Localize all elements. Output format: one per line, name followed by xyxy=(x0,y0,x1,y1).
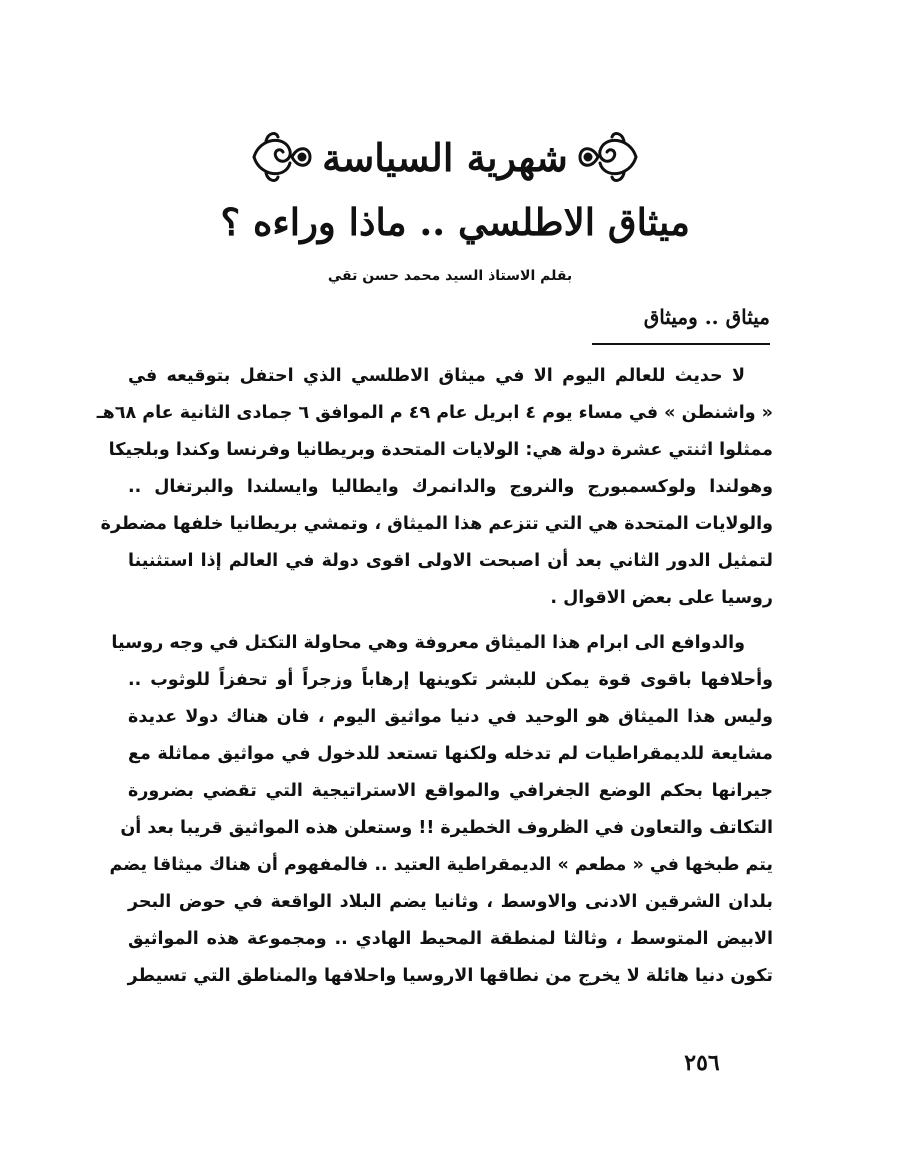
floral-ornament-icon xyxy=(246,127,316,187)
page-number: ٢٥٦ xyxy=(684,1050,720,1076)
paragraph xyxy=(109,625,773,995)
text-line: لتمثيل الدور الثاني بعد أن اصبحت الاولى اقوى دولة في العالم إذا استثنينا xyxy=(128,551,773,571)
text-line: لا حديث للعالم اليوم الا في ميثاق الاطلسي الذي احتفل بتوقيعه في xyxy=(128,366,745,386)
author-byline: بقلم الاستاذ السيد محمد حسن تقي xyxy=(327,268,573,284)
text-line: « واشنطن » في مساء يوم ٤ ابريل عام ٤٩ م الموافق ٦ جمادى الثانية عام ٦٨هـ xyxy=(96,403,773,423)
text-line: وليس هذا الميثاق هو الوحيد في دنيا مواثيق اليوم ، فان هناك دولا عديدة xyxy=(128,707,773,727)
text-line: التكاتف والتعاون في الظروف الخطيرة !! وستعلن هذه المواثيق قريبا بعد أن xyxy=(120,818,773,838)
text-line: الابيض المتوسط ، وثالثا لمنطقة المحيط الهادي .. ومجموعة هذه المواثيق xyxy=(128,929,773,949)
text-line: بلدان الشرقين الادنى والاوسط ، وثانيا يضم البلاد الواقعة في حوض البحر xyxy=(128,892,773,912)
article-body xyxy=(96,358,773,995)
floral-ornament-icon xyxy=(574,127,644,187)
paragraph xyxy=(96,358,773,617)
text-line: والدوافع الى ابرام هذا الميثاق معروفة وهي محاولة التكتل في وجه روسيا xyxy=(111,633,745,653)
text-line: والولايات المتحدة هي التي تتزعم هذا الميثاق ، وتمشي بريطانيا خلفها مضطرة xyxy=(100,514,773,534)
text-line: وهولندا ولوكسمبورج والنروج والدانمرك وايطاليا وايسلندا والبرتغال .. xyxy=(128,477,773,497)
text-line: ممثلوا اثنتي عشرة دولة هي: الولايات المتحدة وبريطانيا وفرنسا وكندا وبلجيكا xyxy=(108,440,773,460)
text-line: وأحلافها باقوى قوة يمكن للبشر تكوينها إرهاباً وزجراً أو تحفزاً للوثوب .. xyxy=(128,670,773,690)
heading-underline xyxy=(592,343,770,345)
text-line: روسيا على بعض الاقوال . xyxy=(550,588,773,608)
magazine-section-header xyxy=(210,118,680,196)
text-line: يتم طبخها في « مطعم » الديمقراطية العتيد .. فالمفهوم أن هناك ميثاقا يضم xyxy=(109,855,773,875)
text-line: تكون دنيا هائلة لا يخرج من نطاقها الاروسيا واحلافها والمناطق التي تسيطر xyxy=(127,966,773,986)
text-line: جيرانها بحكم الوضع الجغرافي والمواقع الاستراتيجية التي تقضي بضرورة xyxy=(128,781,773,801)
article-title: ميثاق الاطلسي .. ماذا وراءه ؟ xyxy=(220,200,690,244)
section-heading: ميثاق .. وميثاق xyxy=(643,305,770,329)
section-title: شهرية السياسة xyxy=(322,134,568,180)
text-line: مشايعة للديمقراطيات لم تدخله ولكنها تستعد للدخول في مواثيق مماثلة مع xyxy=(128,744,773,764)
